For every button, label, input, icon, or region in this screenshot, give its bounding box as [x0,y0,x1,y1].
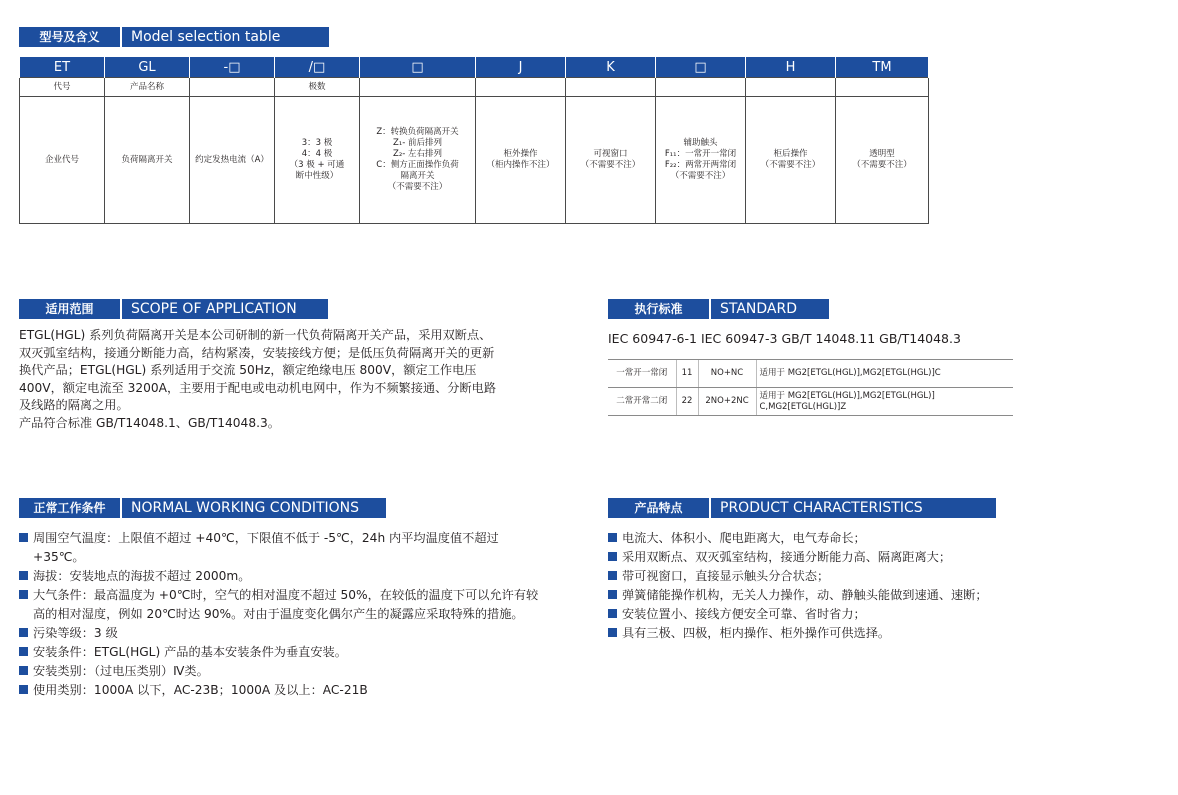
model-meaning-row [20,97,929,224]
list-item [19,662,549,681]
list-item [19,624,549,643]
bullet-square-icon [19,685,28,694]
cell-line: （不需要不注） [852,160,912,170]
cell-line: 透明型 [869,149,895,159]
table-cell [476,97,566,224]
table-cell: 极数 [275,78,360,97]
cell-line: 隔离开关 [400,171,435,181]
model-selection-table [19,57,929,224]
scope-line: 双灭弧室结构，接通分断能力高，结构紧凑，安装接线方便；是低压负荷隔离开关的更新 [19,345,495,360]
table-cell: 22 [676,388,698,416]
cell-line: （不需要不注） [760,160,821,170]
cell-line: Z₁- 前后排列 [393,138,442,148]
bullet-square-icon [608,571,617,580]
table-cell [360,78,476,97]
table-cell [656,78,746,97]
model-col-header: -□ [190,57,275,78]
model-col-header: □ [360,57,476,78]
model-header-row [20,57,929,78]
table-cell [566,97,656,224]
cell-line: 辅助触头 [683,138,718,148]
model-col-header: H [746,57,836,78]
table-cell: 2NO+2NC [698,388,756,416]
cell-line: （不需要不注） [580,160,641,170]
list-item-text: 安装条件：ETGL(HGL) 产品的基本安装条件为垂直安装。 [33,645,347,659]
table-cell [476,78,566,97]
list-item-text: 带可视窗口，直接显示触头分合状态； [622,569,830,583]
bullet-square-icon [608,609,617,618]
cell-line: （3 极 + 可通 [289,160,345,170]
cell-line: Z₂- 左右排列 [393,149,442,159]
cell-line: 3：3 极 [301,138,333,148]
table-cell: NO+NC [698,360,756,388]
cell-line: 柜外操作 [503,149,538,159]
table-cell [836,97,929,224]
model-section-header [19,27,329,47]
table-cell: 约定发热电流（A） [190,97,275,224]
conditions-list [19,529,549,700]
list-item-text: 周围空气温度：上限值不超过 +40℃，下限值不低于 -5℃，24h 内平均温度值不超过 +35℃。 [33,531,499,564]
bullet-square-icon [19,647,28,656]
table-cell [190,78,275,97]
list-item-text: 污染等级：3 级 [33,626,118,640]
cell-line: （不需要不注） [670,171,731,181]
model-label-row [20,78,929,97]
bullet-square-icon [608,552,617,561]
cell-line: F₁₁：一常开一常闭 [664,149,737,159]
standard-header-cn: 执行标准 [608,299,709,319]
list-item-text: 采用双断点、双灭弧室结构，接通分断能力高、隔离距离大； [622,550,952,564]
table-cell [656,97,746,224]
list-item-text: 电流大、体积小、爬电距离大，电气寿命长； [622,531,866,545]
scope-header-cn: 适用范围 [19,299,120,319]
scope-line: 400V，额定电流至 3200A，主要用于配电或电动机电网中，作为不频繁接通、分断电路 [19,380,497,395]
cell-line: Z：转换负荷隔离开关 [376,127,459,137]
table-cell [746,78,836,97]
list-item-text: 使用类别：1000A 以下，AC-23B；1000A 及以上：AC-21B [33,683,368,697]
bullet-square-icon [608,628,617,637]
cell-line: F₂₂：两常开两常闭 [664,160,737,170]
cell-line: 可视窗口 [593,149,628,159]
scope-section-header [19,299,328,319]
table-cell: 一常开一常闭 [608,360,676,388]
list-item-text: 具有三极、四极，柜内操作、柜外操作可供选择。 [622,626,891,640]
table-row [608,360,1013,388]
characteristics-list [608,529,1028,643]
table-cell [360,97,476,224]
table-cell: 适用于 MG2[ETGL(HGL)],MG2[ETGL(HGL)] C,MG2[ETGL(HGL)]Z [756,388,1013,416]
standard-header-en: STANDARD [711,299,829,319]
scope-line: 换代产品；ETGL(HGL) 系列适用于交流 50Hz，额定绝缘电压 800V，额定工作电压 [19,363,477,377]
model-col-header: J [476,57,566,78]
scope-line: 及线路的隔离之用。 [19,398,129,412]
bullet-square-icon [19,533,28,542]
list-item [608,567,1028,586]
list-item [608,605,1028,624]
scope-line: ETGL(HGL) 系列负荷隔离开关是本公司研制的新一代负荷隔离开关产品，采用双断点、 [19,328,492,342]
table-cell: 代号 [20,78,105,97]
table-cell [746,97,836,224]
bullet-square-icon [608,533,617,542]
cell-line: （柜内操作不注） [486,160,555,170]
list-item [19,529,549,567]
model-col-header: K [566,57,656,78]
cell-line: 柜后操作 [773,149,808,159]
table-cell: 产品名称 [105,78,190,97]
auxiliary-contact-table [608,359,1013,416]
bullet-square-icon [19,628,28,637]
scope-header-en: SCOPE OF APPLICATION [122,299,328,319]
bullet-square-icon [19,666,28,675]
standard-list: IEC 60947-6-1 IEC 60947-3 GB/T 14048.11 GB/T14048.3 [608,331,961,346]
cell-line: 4：4 极 [301,149,333,159]
scope-line: 产品符合标准 GB/T14048.1、GB/T14048.3。 [19,415,280,430]
conditions-header-cn: 正常工作条件 [19,498,120,518]
model-header-cn: 型号及含义 [19,27,120,47]
table-cell [566,78,656,97]
cell-line: （不需要不注） [387,182,448,192]
list-item-text: 安装位置小、接线方便安全可靠、省时省力； [622,607,866,621]
model-col-header: /□ [275,57,360,78]
table-cell: 11 [676,360,698,388]
bullet-square-icon [19,571,28,580]
model-col-header: GL [105,57,190,78]
list-item-text: 海拔：安装地点的海拔不超过 2000m。 [33,569,251,583]
list-item-text: 大气条件：最高温度为 +0℃时，空气的相对温度不超过 50%，在较低的温度下可以允许有较高的相对湿度，例如 20℃时达 90%。对由于温度变化偶尔产生的凝露应采取特殊的措施。 [33,588,539,621]
table-cell: 适用于 MG2[ETGL(HGL)],MG2[ETGL(HGL)]C [756,360,1013,388]
list-item [19,643,549,662]
list-item [608,624,1028,643]
model-header-en: Model selection table [122,27,329,47]
list-item [608,586,1028,605]
model-col-header: TM [836,57,929,78]
characteristics-header-cn: 产品特点 [608,498,709,518]
scope-paragraph [19,327,549,432]
list-item [608,548,1028,567]
standard-section-header [608,299,829,319]
table-cell [275,97,360,224]
table-cell: 二常开常二闭 [608,388,676,416]
bullet-square-icon [608,590,617,599]
list-item-text: 弹簧储能操作机构，无关人力操作，动、静触头能做到速通、速断； [622,588,988,602]
characteristics-section-header [608,498,996,518]
model-col-header: □ [656,57,746,78]
conditions-section-header [19,498,386,518]
model-col-header: ET [20,57,105,78]
cell-line: C：侧方正面操作负荷 [376,160,459,170]
list-item [19,586,549,624]
list-item [19,681,549,700]
list-item [19,567,549,586]
list-item [608,529,1028,548]
bullet-square-icon [19,590,28,599]
table-cell: 负荷隔离开关 [105,97,190,224]
list-item-text: 安装类别：（过电压类别）Ⅳ类。 [33,664,209,678]
characteristics-header-en: PRODUCT CHARACTERISTICS [711,498,996,518]
conditions-header-en: NORMAL WORKING CONDITIONS [122,498,386,518]
table-cell [836,78,929,97]
table-row [608,388,1013,416]
cell-line: 断中性级） [295,171,339,181]
table-cell: 企业代号 [20,97,105,224]
